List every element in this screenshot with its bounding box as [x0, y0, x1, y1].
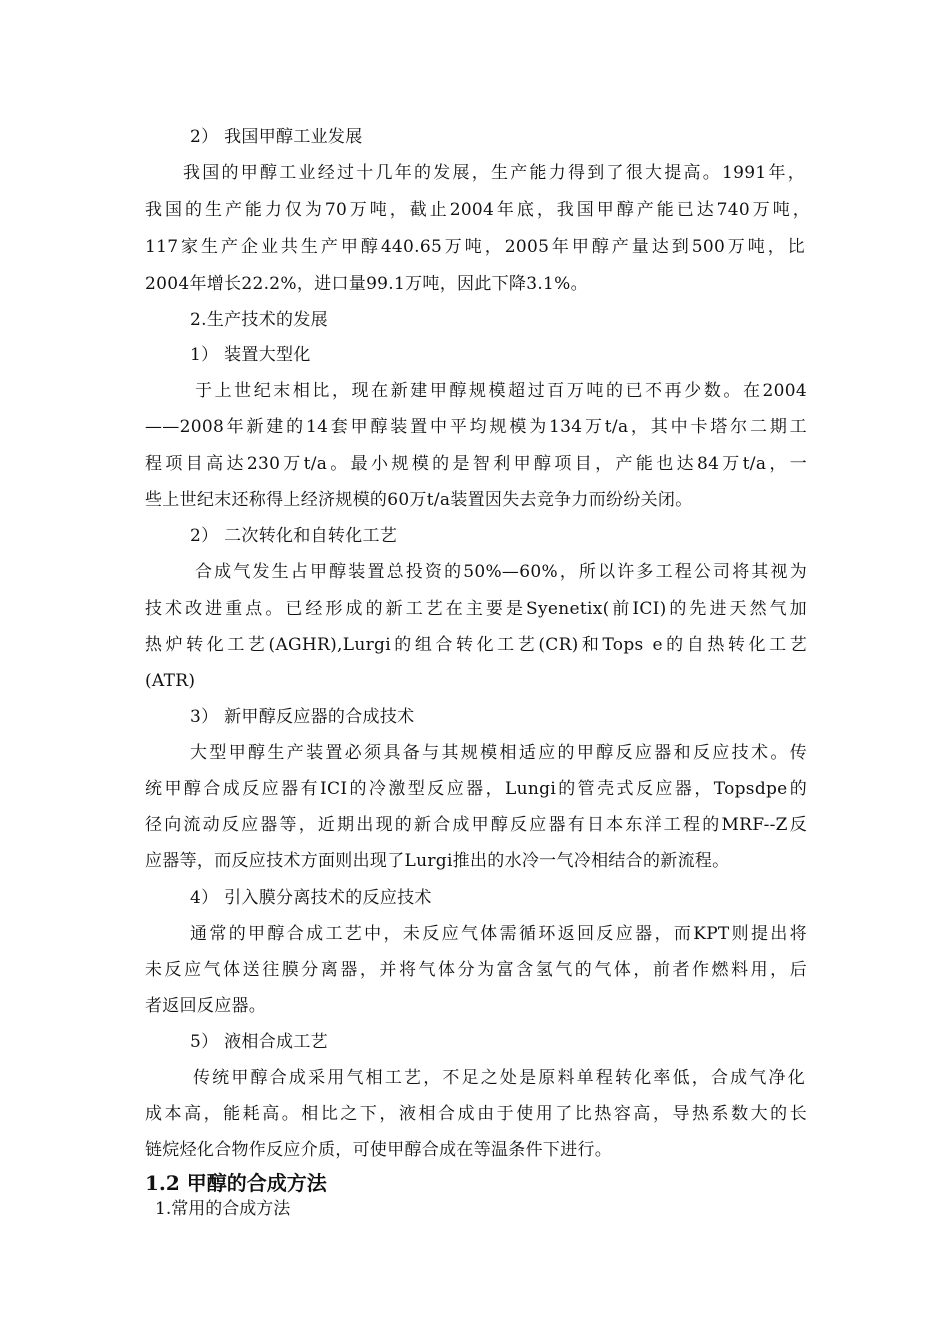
paragraph-line: ——2008年新建的14套甲醇装置中平均规模为134万t/a，其中卡塔尔二期工 [145, 417, 807, 437]
paragraph-line: 大型甲醇生产装置必须具备与其规模相适应的甲醇反应器和反应技术。传 [190, 743, 807, 763]
section-heading-synthesis-methods: 1.2 甲醇的合成方法 [145, 1171, 327, 1195]
item-heading-domestic-industry: 2） 我国甲醇工业发展 [190, 127, 363, 147]
paragraph-line: 我国的甲醇工业经过十几年的发展，生产能力得到了很大提高。1991年， [183, 163, 805, 183]
paragraph-line: 117家生产企业共生产甲醇440.65万吨，2005年甲醇产量达到500万吨，比 [145, 237, 805, 257]
item-heading-membrane: 4） 引入膜分离技术的反应技术 [190, 888, 432, 908]
item-heading-new-reactor: 3） 新甲醇反应器的合成技术 [190, 707, 415, 727]
paragraph-line: 于上世纪末相比，现在新建甲醇规模超过百万吨的已不再少数。在2004 [195, 381, 807, 401]
paragraph-line: 热炉转化工艺(AGHR),Lurgi的组合转化工艺(CR)和Tops e的自热转化工艺 [145, 635, 807, 655]
paragraph-line: 成本高，能耗高。相比之下，液相合成由于使用了比热容高，导热系数大的长 [145, 1104, 807, 1124]
paragraph-line: 径向流动反应器等，近期出现的新合成甲醇反应器有日本东洋工程的MRF--Z反 [145, 815, 807, 835]
paragraph-line: 未反应气体送往膜分离器，并将气体分为富含氢气的气体，前者作燃料用，后 [145, 960, 807, 980]
section-heading-tech-development: 2.生产技术的发展 [190, 310, 328, 330]
paragraph-line: 合成气发生占甲醇装置总投资的50%—60%，所以许多工程公司将其视为 [195, 562, 807, 582]
paragraph-line: 链烷烃化合物作反应介质，可使甲醇合成在等温条件下进行。 [145, 1140, 613, 1160]
paragraph-line: 程项目高达230万t/a。最小规模的是智利甲醇项目，产能也达84万t/a，一 [145, 454, 807, 474]
subsection-heading-common-methods: 1.常用的合成方法 [155, 1199, 291, 1219]
paragraph-line: 统甲醇合成反应器有ICI的冷激型反应器，Lungi的管壳式反应器，Topsdpe的 [145, 779, 807, 799]
paragraph-line: 2004年增长22.2%，进口量99.1万吨，因此下降3.1%。 [145, 274, 588, 294]
item-heading-liquid-phase: 5） 液相合成工艺 [190, 1032, 328, 1052]
paragraph-line: 我国的生产能力仅为70万吨，截止2004年底，我国甲醇产能已达740万吨， [145, 200, 810, 220]
paragraph-line: 者返回反应器。 [145, 996, 267, 1016]
paragraph-line: 通常的甲醇合成工艺中，未反应气体需循环返回反应器，而KPT则提出将 [190, 924, 807, 944]
item-heading-secondary-reforming: 2） 二次转化和自转化工艺 [190, 526, 398, 546]
item-heading-large-scale: 1） 装置大型化 [190, 345, 311, 365]
paragraph-line: 些上世纪末还称得上经济规模的60万t/a装置因失去竞争力而纷纷关闭。 [145, 490, 693, 510]
paragraph-line: 应器等，而反应技术方面则出现了Lurgi推出的水冷一气冷相结合的新流程。 [145, 851, 730, 871]
paragraph-line: (ATR) [145, 671, 196, 691]
paragraph-line: 传统甲醇合成采用气相工艺，不足之处是原料单程转化率低，合成气净化 [193, 1068, 805, 1088]
paragraph-line: 技术改进重点。已经形成的新工艺在主要是Syenetix(前ICI)的先进天然气加 [145, 599, 807, 619]
